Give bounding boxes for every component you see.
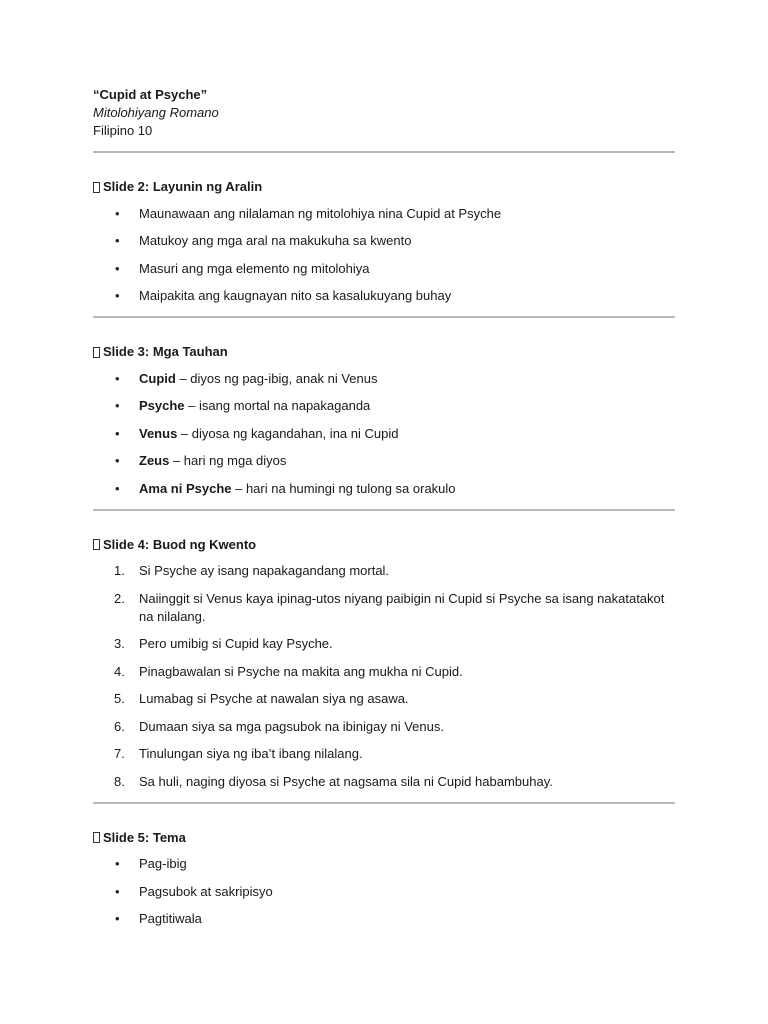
character-description: – diyos ng pag-ibig, anak ni Venus — [175, 370, 378, 386]
list-item-text: Maipakita ang kaugnayan nito sa kasalukuyang buhay — [139, 288, 452, 303]
item-number: 5. — [114, 691, 125, 706]
bullet-icon: • — [115, 911, 120, 926]
missing-glyph-icon — [93, 182, 100, 193]
list-item — [93, 745, 675, 763]
section-heading-slide-3 — [93, 343, 675, 361]
character-description: – hari na humingi ng tulong sa orakulo — [231, 480, 456, 496]
section-heading-text: Slide 4: Buod ng Kwento — [103, 536, 257, 552]
bullet-icon: • — [115, 453, 120, 468]
list-item — [93, 260, 675, 278]
list-item-text: Pagtitiwala — [139, 911, 202, 926]
bullet-icon: • — [115, 883, 120, 899]
divider — [93, 509, 675, 511]
bullet-icon: • — [115, 398, 120, 413]
list-item — [93, 232, 675, 250]
item-number: 8. — [114, 773, 125, 789]
bullet-icon: • — [115, 370, 120, 386]
list-item — [93, 425, 675, 443]
list-item-text: Pag-ibig — [139, 856, 187, 871]
bullet-icon: • — [115, 856, 120, 871]
character-name: Ama ni Psyche — [139, 480, 232, 496]
document-title: “Cupid at Psyche” — [93, 87, 208, 102]
section-heading-text: Slide 2: Layunin ng Aralin — [103, 179, 263, 194]
item-number: 6. — [114, 718, 125, 734]
missing-glyph-icon — [93, 347, 100, 358]
character-description: – isang mortal na napakaganda — [184, 398, 371, 413]
bullet-icon: • — [115, 205, 120, 221]
character-name: Venus — [139, 425, 178, 441]
document-content — [93, 86, 675, 928]
list-item-text: Matukoy ang mga aral na makukuha sa kwento — [139, 233, 412, 248]
item-number: 1. — [114, 563, 125, 578]
item-number: 2. — [114, 590, 125, 606]
objectives-list — [93, 205, 675, 306]
list-item-text: Si Psyche ay isang napakagandang mortal. — [139, 563, 390, 578]
item-number: 7. — [114, 746, 125, 761]
list-item-text: Pero umibig si Cupid kay Psyche. — [139, 636, 333, 651]
item-number: 4. — [114, 663, 125, 679]
document-course: Filipino 10 — [93, 123, 153, 138]
list-item-text: Maunawaan ang nilalaman ng mitolohiya nina Cupid at Psyche — [139, 205, 502, 221]
bullet-icon: • — [115, 425, 120, 441]
document-subtitle: Mitolohiyang Romano — [93, 105, 219, 120]
themes-list — [93, 855, 675, 928]
list-item — [93, 635, 675, 653]
missing-glyph-icon — [93, 539, 100, 550]
bullet-icon: • — [115, 480, 120, 496]
character-name: Cupid — [139, 370, 176, 386]
bullet-icon: • — [115, 260, 120, 276]
section-heading-text: Slide 5: Tema — [103, 829, 186, 845]
list-item — [93, 718, 675, 736]
list-item — [93, 773, 675, 791]
character-description: – diyosa ng kagandahan, ina ni Cupid — [177, 425, 399, 441]
divider — [93, 802, 675, 804]
section-heading-slide-4 — [93, 536, 675, 554]
list-item-text: Tinulungan siya ng iba’t ibang nilalang. — [139, 746, 363, 761]
list-item — [93, 883, 675, 901]
list-item — [93, 287, 675, 305]
list-item-text: Pagsubok at sakripisyo — [139, 883, 273, 899]
section-heading-text: Slide 3: Mga Tauhan — [103, 344, 228, 359]
bullet-icon: • — [115, 233, 120, 248]
item-number: 3. — [114, 636, 125, 651]
character-name: Zeus — [139, 453, 170, 468]
list-item — [93, 690, 675, 708]
list-item — [93, 452, 675, 470]
list-item — [93, 663, 675, 681]
list-item — [93, 480, 675, 498]
bullet-icon: • — [115, 288, 120, 303]
list-item — [93, 370, 675, 388]
list-item-text: Masuri ang mga elemento ng mitolohiya — [139, 260, 370, 276]
divider — [93, 151, 675, 153]
list-item — [93, 855, 675, 873]
section-heading-slide-2 — [93, 178, 675, 196]
missing-glyph-icon — [93, 832, 100, 843]
list-item-text: Dumaan siya sa mga pagsubok na ibinigay ni Venus. — [139, 718, 444, 734]
section-heading-slide-5 — [93, 829, 675, 847]
list-item — [93, 590, 675, 626]
list-item-text: Sa huli, naging diyosa si Psyche at nagsama sila ni Cupid habambuhay. — [139, 773, 553, 789]
list-item — [93, 910, 675, 928]
summary-list — [93, 562, 675, 791]
list-item-text: Lumabag si Psyche at nawalan siya ng asawa. — [139, 691, 409, 706]
list-item-text: Naiinggit si Venus kaya ipinag-utos niyang paibigin ni Cupid si Psyche sa isang nakatatakot na nilalang. — [139, 590, 665, 624]
divider — [93, 316, 675, 318]
characters-list — [93, 370, 675, 498]
list-item — [93, 397, 675, 415]
list-item-text: Pinagbawalan si Psyche na makita ang mukha ni Cupid. — [139, 663, 463, 679]
list-item — [93, 562, 675, 580]
list-item — [93, 205, 675, 223]
character-description: – hari ng mga diyos — [169, 453, 287, 468]
character-name: Psyche — [139, 398, 185, 413]
